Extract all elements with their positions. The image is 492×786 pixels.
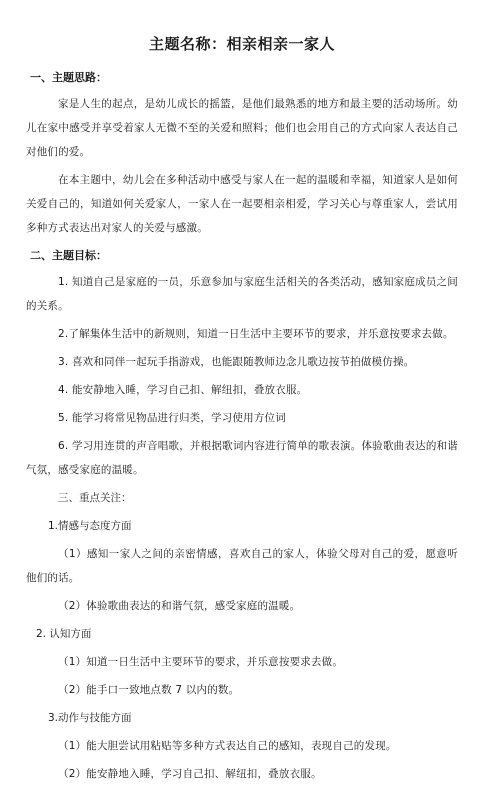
focus-item: （2）能手口一致地点数 7 以内的数。 [58, 684, 240, 696]
focus-item: （1）知道一日生活中主要环节的要求，并乐意按要求去做。 [58, 656, 344, 668]
section-heading-focus: 三、重点关注： [58, 492, 132, 504]
focus-item: （1）感知一家人之间的亲密情感，喜欢自己的家人，体验父母对自己的爱，愿意听他们的话。 [26, 548, 458, 584]
paragraph: 家是人生的起点，是幼儿成长的摇篮，是他们最熟悉的地方和最主要的活动场所。幼儿在家中感受并享受着家人无微不至的关爱和照料；他们也会用自己的方式向家人表达自己对他们的爱。 [26, 98, 458, 158]
section-heading-goals: 二、主题目标： [30, 249, 107, 262]
focus-group-heading: 2. 认知方面 [36, 628, 92, 640]
goal-item: 1. 知道自己是家庭的一员，乐意参加与家庭生活相关的各类活动，感知家庭成员之间的关系。 [26, 276, 458, 312]
section-heading-thinking: 一、主题思路： [30, 71, 107, 84]
focus-group-heading: 1.情感与态度方面 [48, 520, 132, 532]
goal-item: 3. 喜欢和同伴一起玩手指游戏，也能跟随教师边念儿歌边按节拍做模仿操。 [58, 356, 415, 368]
goal-item: 4. 能安静地入睡，学习自己扣、解纽扣，叠放衣服。 [58, 384, 308, 396]
goal-item: 5. 能学习将常见物品进行归类，学习使用方位词 [58, 412, 286, 424]
goal-item: 6. 学习用连贯的声音唱歌，并根据歌词内容进行简单的歌表演。体验歌曲表达的和谐气氛，感受家庭的温暖。 [26, 440, 458, 476]
goal-item: 2.了解集体生活中的新规则，知道一日生活中主要环节的要求，并乐意按要求去做。 [58, 328, 454, 340]
focus-item: （2）体验歌曲表达的和谐气氛，感受家庭的温暖。 [58, 600, 301, 612]
focus-group-heading: 3.动作与技能方面 [48, 712, 132, 724]
focus-item: （2）能安静地入睡，学习自己扣、解纽扣，叠放衣服。 [58, 768, 322, 780]
paragraph: 在本主题中，幼儿会在多种活动中感受与家人在一起的温暖和幸福，知道家人是如何关爱自己的，知道如何关爱家人，一家人在一起要相亲相爱，学习关心与尊重家人，尝试用多种方式表达出对家人的关爱与感激。 [26, 174, 458, 234]
document-title: 主题名称：相亲相亲一家人 [148, 35, 335, 53]
focus-item: （1）能大胆尝试用粘贴等多种方式表达自己的感知，表现自己的发现。 [58, 740, 397, 752]
